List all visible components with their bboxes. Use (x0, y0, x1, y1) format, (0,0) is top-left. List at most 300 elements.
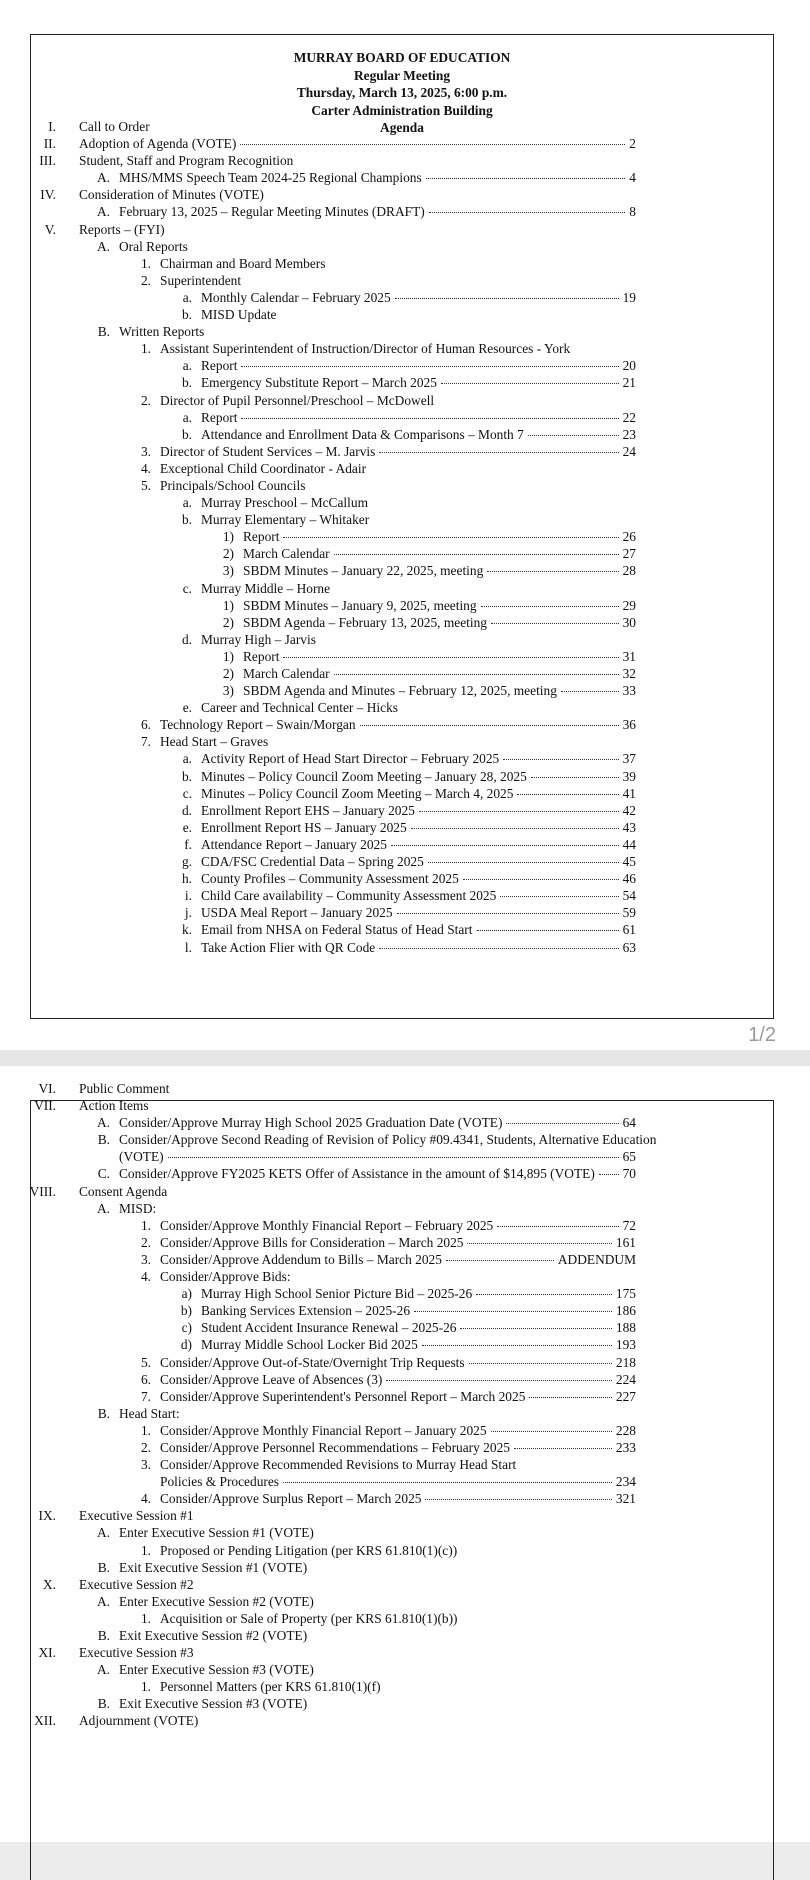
agenda-item-page: 8 (629, 204, 636, 220)
agenda-item-page: 27 (622, 546, 636, 562)
agenda-item (0, 1439, 810, 1456)
agenda-item-text: Proposed or Pending Litigation (per KRS 61.810(1)(c)) (160, 1542, 458, 1558)
page-indicator: 1/2 (748, 1024, 776, 1046)
agenda-title: Agenda (380, 120, 424, 135)
agenda-item (0, 238, 810, 255)
agenda-item (0, 1644, 810, 1661)
agenda-item-text: Principals/School Councils (160, 477, 306, 493)
agenda-item-text: Executive Session #2 (79, 1576, 194, 1592)
agenda-item-number: 3. (140, 443, 151, 459)
agenda-item-page: 59 (622, 905, 636, 921)
agenda-item-number: b. (181, 307, 192, 323)
agenda-item-number: d) (180, 1337, 192, 1353)
agenda-item (0, 631, 810, 648)
agenda-item-text: Enter Executive Session #2 (VOTE) (119, 1593, 314, 1609)
agenda-item-number: l. (184, 939, 192, 955)
agenda-item-page: 72 (622, 1217, 636, 1233)
dot-leader (386, 1379, 612, 1381)
agenda-item (0, 1405, 810, 1422)
agenda-item-text: Take Action Flier with QR Code (201, 939, 376, 955)
dot-leader (395, 297, 619, 299)
agenda-item-text: Attendance Report – January 2025 (201, 836, 387, 852)
agenda-item (0, 1165, 810, 1182)
agenda-item-number: 3. (140, 1457, 151, 1473)
agenda-item (0, 648, 810, 665)
agenda-item (0, 255, 810, 272)
agenda-item-number: c. (182, 580, 192, 596)
agenda-item-page: 224 (615, 1371, 636, 1387)
agenda-item-number: B. (97, 1559, 110, 1575)
dot-leader (397, 912, 619, 914)
agenda-item-page: 188 (615, 1320, 636, 1336)
agenda-item-number: 2. (140, 1439, 151, 1455)
agenda-item-page: 23 (622, 426, 636, 442)
agenda-item-number: 1. (140, 1217, 151, 1233)
agenda-item-text: Reports – (FYI) (79, 221, 165, 237)
agenda-item-text: Superintendent (160, 272, 242, 288)
agenda-item-page: 37 (622, 751, 636, 767)
meeting-date: Thursday, March 13, 2025, 6:00 p.m. (296, 85, 508, 100)
agenda-item-number: VI. (38, 1081, 56, 1096)
agenda-item (0, 699, 810, 716)
dot-leader (379, 451, 618, 453)
dot-leader (517, 793, 618, 795)
dot-leader (446, 1259, 554, 1261)
dot-leader (476, 1293, 612, 1295)
dot-leader (469, 1362, 612, 1364)
agenda-item-number: 1. (140, 255, 151, 271)
agenda-item (0, 1097, 810, 1114)
dot-leader (425, 1498, 611, 1500)
agenda-item (0, 1422, 810, 1439)
agenda-item-number: II. (43, 136, 56, 152)
agenda-item-number: g. (181, 854, 192, 870)
dot-leader (429, 211, 626, 213)
agenda-item (0, 340, 810, 357)
agenda-item-number: 1. (140, 341, 151, 357)
agenda-item-page: 233 (615, 1439, 636, 1455)
dot-leader (283, 1481, 612, 1483)
dot-leader (500, 895, 618, 897)
dot-leader (514, 1447, 612, 1449)
agenda-item-text: Minutes – Policy Council Zoom Meeting – January 28, 2025 (201, 768, 527, 784)
agenda-item-text: Exceptional Child Coordinator - Adair (160, 460, 367, 476)
agenda-item-number: VII. (34, 1098, 56, 1114)
agenda-item-page: 24 (622, 443, 636, 459)
agenda-item (0, 1217, 810, 1234)
agenda-item (0, 1610, 810, 1627)
agenda-item-page: 41 (622, 785, 636, 801)
dot-leader (529, 1396, 612, 1398)
agenda-item-number: i. (184, 888, 192, 904)
agenda-item (0, 1080, 810, 1097)
dot-leader (487, 570, 618, 572)
agenda-item-number: e. (182, 819, 192, 835)
agenda-item (0, 1371, 810, 1388)
agenda-item (0, 716, 810, 733)
agenda-item (0, 545, 810, 562)
agenda-item (0, 1490, 810, 1507)
dot-leader (599, 1173, 619, 1175)
agenda-item-text: Chairman and Board Members (160, 255, 326, 271)
agenda-item-page: 227 (615, 1388, 636, 1404)
agenda-item (0, 1559, 810, 1576)
agenda-item-page: 43 (622, 819, 636, 835)
agenda-item (0, 802, 810, 819)
agenda-item-text: Enrollment Report HS – January 2025 (201, 819, 407, 835)
agenda-item (0, 887, 810, 904)
agenda-item-page: 70 (622, 1166, 636, 1182)
agenda-item-number: e. (182, 700, 192, 716)
agenda-item-number: C. (97, 1166, 110, 1182)
agenda-item (0, 597, 810, 614)
agenda-item (0, 1319, 810, 1336)
agenda-item-text: Murray Middle – Horne (201, 580, 331, 596)
agenda-item-text: Exit Executive Session #2 (VOTE) (119, 1628, 308, 1643)
agenda-item-text: Public Comment (79, 1081, 170, 1096)
agenda-item-number: A. (96, 1200, 110, 1216)
agenda-item-page: ADDENDUM (557, 1251, 636, 1267)
dot-leader (506, 1122, 618, 1124)
dot-leader (360, 724, 619, 726)
agenda-list-page-2 (0, 1080, 810, 1730)
agenda-item-page: 64 (622, 1115, 636, 1131)
agenda-item-number: 5. (140, 1354, 151, 1370)
agenda-item (0, 494, 810, 511)
agenda-item-number: 7. (140, 734, 151, 750)
agenda-item-text: SBDM Agenda – February 13, 2025, meeting (243, 614, 487, 630)
agenda-item (0, 1678, 810, 1695)
agenda-item-text: Executive Session #3 (79, 1645, 194, 1661)
agenda-item-number: B. (97, 1405, 110, 1421)
dot-leader (477, 929, 619, 931)
agenda-item-text: Exit Executive Session #3 (VOTE) (119, 1696, 308, 1712)
agenda-item-number: 1. (140, 1679, 151, 1695)
agenda-item-number: k. (181, 922, 192, 938)
agenda-item-text: Executive Session #1 (79, 1508, 194, 1524)
agenda-item-number: 1) (222, 648, 234, 664)
dot-leader (460, 1327, 611, 1329)
agenda-item-number: 2) (222, 666, 234, 681)
agenda-item-page: 31 (622, 648, 636, 664)
agenda-item (0, 1661, 810, 1678)
agenda-item-number: b. (181, 768, 192, 784)
agenda-item (0, 1627, 810, 1644)
agenda-item-page: 234 (615, 1474, 636, 1490)
agenda-item (0, 870, 810, 887)
agenda-item-page: 20 (622, 358, 636, 374)
dot-leader (241, 365, 618, 367)
agenda-item (0, 580, 810, 597)
meeting-location: Carter Administration Building (311, 102, 493, 118)
agenda-item-number: 6. (140, 1371, 151, 1387)
agenda-item (0, 1473, 810, 1490)
agenda-item-text: Consent Agenda (79, 1183, 168, 1199)
agenda-item (0, 1302, 810, 1319)
agenda-item (0, 1200, 810, 1217)
agenda-item-text: Career and Technical Center – Hicks (201, 700, 398, 716)
agenda-item (0, 750, 810, 767)
agenda-item (0, 1131, 810, 1148)
agenda-item-text: Consideration of Minutes (VOTE) (79, 187, 264, 203)
agenda-item-text: USDA Meal Report – January 2025 (201, 905, 393, 921)
agenda-item (0, 733, 810, 750)
agenda-item (0, 904, 810, 921)
dot-leader (240, 143, 625, 145)
agenda-item-text: Assistant Superintendent of Instruction/Director of Human Resources - York (160, 341, 571, 357)
agenda-item (0, 1576, 810, 1593)
agenda-item (0, 169, 810, 186)
agenda-item-page: 32 (622, 666, 636, 681)
agenda-item (0, 1251, 810, 1268)
agenda-item-page: 21 (622, 375, 636, 391)
agenda-item (0, 1524, 810, 1541)
agenda-item-text: Email from NHSA on Federal Status of Head Start (201, 922, 473, 938)
agenda-item-text: Consider/Approve Monthly Financial Report – January 2025 (160, 1422, 487, 1438)
agenda-item (0, 221, 810, 238)
agenda-item (0, 357, 810, 374)
agenda-item (0, 1234, 810, 1251)
agenda-item (0, 203, 810, 220)
agenda-item-text: MHS/MMS Speech Team 2024-25 Regional Champions (119, 170, 422, 186)
agenda-item-text: Consider/Approve Surplus Report – March 2025 (160, 1491, 422, 1507)
agenda-item-number: 3) (222, 563, 234, 579)
dot-leader (419, 810, 619, 812)
agenda-item-number: IV. (40, 187, 56, 203)
agenda-item-text: Consider/Approve Recommended Revisions to Murray Head Start (160, 1457, 517, 1473)
board-name: MURRAY BOARD OF EDUCATION (293, 50, 511, 65)
agenda-item-text: Consider/Approve Bids: (160, 1269, 291, 1285)
agenda-item-text: Consider/Approve FY2025 KETS Offer of Assistance in the amount of $14,895 (VOTE) (119, 1166, 595, 1182)
agenda-item (0, 528, 810, 545)
dot-leader (391, 844, 619, 846)
agenda-item-number: 4. (140, 1269, 151, 1285)
agenda-item-text: Policies & Procedures (160, 1474, 280, 1490)
agenda-item-text: Call to Order (79, 119, 150, 134)
agenda-item-text: February 13, 2025 – Regular Meeting Minutes (DRAFT) (119, 204, 425, 220)
agenda-item-page: 44 (622, 836, 636, 852)
agenda-item (0, 1354, 810, 1371)
agenda-item-page: 46 (622, 871, 636, 887)
agenda-item-text: Adoption of Agenda (VOTE) (79, 136, 237, 152)
agenda-item-text: Consider/Approve Leave of Absences (3) (160, 1371, 383, 1387)
agenda-item-number: 2) (222, 546, 234, 562)
agenda-item-number: 2. (140, 272, 151, 288)
agenda-item-text: Monthly Calendar – February 2025 (201, 289, 391, 305)
agenda-item-text: Personnel Matters (per KRS 61.810(1)(f) (160, 1679, 381, 1695)
agenda-item-page: 2 (629, 136, 636, 152)
agenda-item-text: March Calendar (243, 546, 330, 562)
agenda-item-number: B. (97, 1132, 110, 1148)
dot-leader (334, 673, 619, 675)
agenda-item-text: Emergency Substitute Report – March 2025 (201, 375, 437, 391)
agenda-item-text: Action Items (79, 1098, 149, 1114)
dot-leader (422, 1344, 612, 1346)
agenda-item-number: j. (184, 905, 192, 921)
agenda-item-text: Enter Executive Session #3 (VOTE) (119, 1662, 314, 1678)
agenda-item-number: B. (97, 324, 110, 340)
agenda-item-number: A. (96, 238, 110, 254)
agenda-item-page: 321 (615, 1491, 636, 1507)
agenda-item (0, 1268, 810, 1285)
agenda-item-text: Student, Staff and Program Recognition (79, 153, 294, 169)
agenda-item-text: MISD: (119, 1200, 157, 1216)
dot-leader (334, 553, 619, 555)
agenda-item-number: A. (96, 204, 110, 220)
agenda-list-page-1 (0, 118, 810, 956)
agenda-item-number: A. (96, 170, 110, 186)
agenda-item (0, 836, 810, 853)
agenda-item-page: 36 (622, 717, 636, 733)
dot-leader (561, 690, 619, 692)
agenda-item-number: a. (182, 358, 192, 374)
agenda-item-page: 63 (622, 939, 636, 955)
agenda-item-number: XII. (34, 1713, 56, 1729)
agenda-item-text: Activity Report of Head Start Director – February 2025 (201, 751, 500, 767)
agenda-item-text: Exit Executive Session #1 (VOTE) (119, 1559, 308, 1575)
agenda-item (0, 921, 810, 938)
agenda-item (0, 1695, 810, 1712)
meeting-type: Regular Meeting (353, 67, 451, 83)
agenda-item-page: 54 (622, 888, 636, 904)
agenda-item (0, 289, 810, 306)
agenda-item-page: 193 (615, 1337, 636, 1353)
agenda-item-number: b) (180, 1303, 192, 1319)
agenda-item-number: 3. (140, 1251, 151, 1267)
agenda-item-text: Consider/Approve Murray High School 2025 Graduation Date (VOTE) (119, 1115, 503, 1131)
agenda-item (0, 1285, 810, 1302)
agenda-item (0, 186, 810, 203)
agenda-item (0, 1336, 810, 1353)
agenda-item-number: X. (42, 1576, 56, 1592)
agenda-item-page: 65 (622, 1149, 636, 1165)
agenda-item (0, 1542, 810, 1559)
agenda-item (0, 562, 810, 579)
agenda-item (0, 768, 810, 785)
agenda-item-number: 7. (140, 1388, 151, 1404)
agenda-item-number: A. (96, 1525, 110, 1541)
agenda-item-text: Consider/Approve Second Reading of Revision of Policy #09.4341, Students, Alternative Education (119, 1132, 657, 1148)
agenda-item-number: A. (96, 1593, 110, 1609)
agenda-item-number: VIII. (29, 1183, 56, 1199)
agenda-item-number: a. (182, 289, 192, 305)
agenda-item (0, 443, 810, 460)
agenda-item-text: March Calendar (243, 666, 330, 681)
agenda-item-page: 45 (622, 854, 636, 870)
agenda-item-text: Minutes – Policy Council Zoom Meeting – March 4, 2025 (201, 785, 514, 801)
agenda-item-text: MISD Update (201, 307, 277, 323)
agenda-item-number: c) (181, 1320, 192, 1336)
dot-leader (428, 861, 619, 863)
agenda-item-number: d. (181, 631, 192, 647)
agenda-item-page: 33 (622, 683, 636, 699)
agenda-item-text: Murray High – Jarvis (201, 631, 316, 647)
dot-leader (426, 177, 626, 179)
agenda-item (0, 665, 810, 682)
agenda-item-number: 2. (140, 392, 151, 408)
agenda-item-text: CDA/FSC Credential Data – Spring 2025 (201, 854, 424, 870)
agenda-item-number: h. (181, 871, 192, 887)
agenda-item-text: Consider/Approve Bills for Consideration – March 2025 (160, 1234, 464, 1250)
agenda-item-number: a. (182, 409, 192, 425)
page-separator (0, 1050, 810, 1066)
agenda-item-number: XI. (38, 1645, 56, 1661)
agenda-item-number: 6. (140, 717, 151, 733)
agenda-item-text: Consider/Approve Monthly Financial Report – February 2025 (160, 1217, 494, 1233)
agenda-item-text: SBDM Minutes – January 22, 2025, meeting (243, 563, 484, 579)
agenda-item-page: 61 (622, 922, 636, 938)
agenda-item-page: 28 (622, 563, 636, 579)
agenda-item-text: County Profiles – Community Assessment 2025 (201, 871, 459, 887)
agenda-item (0, 819, 810, 836)
agenda-item-page: 22 (622, 409, 636, 425)
agenda-item-text: Head Start – Graves (160, 734, 269, 750)
agenda-item-page: 19 (622, 289, 636, 305)
agenda-item-page: 26 (622, 529, 636, 545)
agenda-item (0, 511, 810, 528)
agenda-item-text: SBDM Agenda and Minutes – February 12, 2025, meeting (243, 683, 557, 699)
agenda-item-text: Consider/Approve Out-of-State/Overnight Trip Requests (160, 1354, 465, 1370)
dot-leader (503, 758, 618, 760)
dot-leader (168, 1156, 619, 1158)
agenda-item-page: 175 (615, 1286, 636, 1302)
agenda-item-text: Adjournment (VOTE) (79, 1713, 199, 1729)
agenda-item-text: Murray Elementary – Whitaker (201, 512, 370, 528)
agenda-item (0, 1148, 810, 1165)
agenda-item-number: III. (39, 153, 56, 169)
agenda-item-number: A. (96, 1115, 110, 1131)
agenda-item-number: c. (182, 785, 192, 801)
agenda-item-number: B. (97, 1696, 110, 1712)
agenda-item-page: 218 (615, 1354, 636, 1370)
dot-leader (463, 878, 619, 880)
agenda-item-number: IX. (38, 1508, 56, 1524)
agenda-item-number: V. (44, 221, 56, 237)
agenda-item-text: Oral Reports (119, 238, 188, 254)
agenda-item (0, 939, 810, 956)
agenda-item-text: Report (243, 529, 280, 545)
agenda-item-text: Murray High School Senior Picture Bid – 2025-26 (201, 1286, 473, 1302)
agenda-item (0, 118, 810, 135)
agenda-item-text: Child Care availability – Community Assessment 2025 (201, 888, 497, 904)
agenda-item (0, 409, 810, 426)
dot-leader (283, 656, 618, 658)
dot-leader (528, 434, 619, 436)
dot-leader (379, 947, 618, 949)
dot-leader (481, 605, 619, 607)
agenda-item-text: Director of Pupil Personnel/Preschool – McDowell (160, 392, 435, 408)
agenda-item-number: f. (184, 836, 192, 852)
agenda-item (0, 1114, 810, 1131)
agenda-item (0, 426, 810, 443)
agenda-item (0, 682, 810, 699)
agenda-item-number: b. (181, 426, 192, 442)
agenda-item-number: I. (48, 119, 56, 134)
dot-leader (411, 827, 619, 829)
agenda-item-page: 4 (629, 170, 636, 186)
agenda-item-page: 161 (615, 1234, 636, 1250)
dot-leader (467, 1242, 611, 1244)
dot-leader (491, 1430, 612, 1432)
agenda-item-number: B. (97, 1628, 110, 1643)
agenda-item (0, 135, 810, 152)
agenda-item (0, 323, 810, 340)
agenda-item-page: 39 (622, 768, 636, 784)
agenda-item (0, 1712, 810, 1729)
agenda-item-text: Consider/Approve Superintendent's Personnel Report – March 2025 (160, 1388, 526, 1404)
agenda-item-number: 2. (140, 1234, 151, 1250)
dot-leader (531, 776, 619, 778)
